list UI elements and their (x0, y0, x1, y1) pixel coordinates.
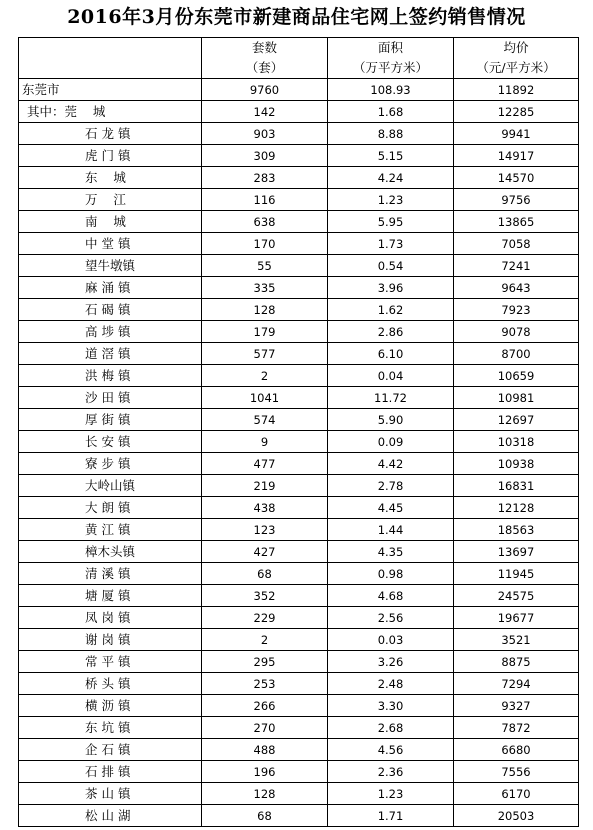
town-area: 4.35 (328, 541, 454, 563)
town-units: 477 (202, 453, 328, 475)
table-row (19, 431, 579, 453)
town-price: 7556 (454, 761, 579, 783)
town-price: 7294 (454, 673, 579, 695)
town-price: 9327 (454, 695, 579, 717)
town-price: 13865 (454, 211, 579, 233)
table-row (19, 673, 579, 695)
town-units: 123 (202, 519, 328, 541)
town-area: 1.23 (328, 783, 454, 805)
table-row (19, 255, 579, 277)
table-row (19, 739, 579, 761)
total-name: 东莞市 (19, 79, 202, 101)
town-name: 石 龙 镇 (19, 123, 202, 145)
table-row (19, 299, 579, 321)
page-title: 2016年3月份东莞市新建商品住宅网上签约销售情况 (67, 6, 526, 28)
town-name: 麻 涌 镇 (19, 277, 202, 299)
town-name: 望牛墩镇 (19, 255, 202, 277)
town-name: 高 埗 镇 (19, 321, 202, 343)
town-units: 253 (202, 673, 328, 695)
town-area: 8.88 (328, 123, 454, 145)
town-price: 14570 (454, 167, 579, 189)
town-price: 16831 (454, 475, 579, 497)
table-row (19, 167, 579, 189)
town-name: 厚 街 镇 (19, 409, 202, 431)
town-name: 企 石 镇 (19, 739, 202, 761)
table-row (19, 761, 579, 783)
table-row (19, 607, 579, 629)
header-area-unit: （万平方米） (352, 60, 428, 75)
town-area: 3.30 (328, 695, 454, 717)
table-row (19, 123, 579, 145)
header-name (19, 38, 202, 79)
table-row (19, 563, 579, 585)
town-price: 9756 (454, 189, 579, 211)
table-row (19, 585, 579, 607)
table-row (19, 497, 579, 519)
town-price: 9643 (454, 277, 579, 299)
town-name: 石 排 镇 (19, 761, 202, 783)
town-units: 1041 (202, 387, 328, 409)
town-price: 19677 (454, 607, 579, 629)
town-units: 2 (202, 629, 328, 651)
town-units: 68 (202, 805, 328, 827)
town-area: 2.78 (328, 475, 454, 497)
table-row (19, 783, 579, 805)
town-area: 5.15 (328, 145, 454, 167)
town-area: 4.68 (328, 585, 454, 607)
town-name: 长 安 镇 (19, 431, 202, 453)
table-row (19, 541, 579, 563)
header-units-label: 套数 (251, 40, 277, 55)
town-area: 3.96 (328, 277, 454, 299)
header-area (328, 38, 454, 79)
town-price: 12697 (454, 409, 579, 431)
header-units-unit: （套） (245, 60, 284, 75)
town-units: 270 (202, 717, 328, 739)
town-units: 577 (202, 343, 328, 365)
table-row (19, 343, 579, 365)
table-row (19, 409, 579, 431)
town-name: 中 堂 镇 (19, 233, 202, 255)
town-name: 黄 江 镇 (19, 519, 202, 541)
town-name: 南 城 (19, 211, 202, 233)
town-name: 寮 步 镇 (19, 453, 202, 475)
town-area: 1.62 (328, 299, 454, 321)
town-name: 大岭山镇 (19, 475, 202, 497)
table-row (19, 321, 579, 343)
town-name: 石 碣 镇 (19, 299, 202, 321)
first-town-area: 1.68 (328, 101, 454, 123)
first-town-row (19, 101, 579, 123)
town-units: 229 (202, 607, 328, 629)
town-price: 11945 (454, 563, 579, 585)
town-name: 沙 田 镇 (19, 387, 202, 409)
header-area-label: 面积 (377, 40, 403, 55)
town-price: 10318 (454, 431, 579, 453)
town-name: 清 溪 镇 (19, 563, 202, 585)
town-price: 12128 (454, 497, 579, 519)
sales-table (18, 37, 579, 827)
town-price: 13697 (454, 541, 579, 563)
town-name: 樟木头镇 (19, 541, 202, 563)
table-row (19, 717, 579, 739)
town-area: 6.10 (328, 343, 454, 365)
town-name: 道 滘 镇 (19, 343, 202, 365)
town-price: 10938 (454, 453, 579, 475)
town-price: 10659 (454, 365, 579, 387)
town-name: 大 朗 镇 (19, 497, 202, 519)
header-units (202, 38, 328, 79)
town-units: 219 (202, 475, 328, 497)
town-name: 松 山 湖 (19, 805, 202, 827)
town-units: 295 (202, 651, 328, 673)
table-row (19, 387, 579, 409)
town-units: 903 (202, 123, 328, 145)
table-row (19, 651, 579, 673)
first-town-price: 12285 (454, 101, 579, 123)
town-name: 万 江 (19, 189, 202, 211)
town-area: 2.48 (328, 673, 454, 695)
town-area: 5.90 (328, 409, 454, 431)
town-units: 488 (202, 739, 328, 761)
header-row (19, 38, 579, 79)
town-price: 6170 (454, 783, 579, 805)
town-name: 东 城 (19, 167, 202, 189)
town-price: 3521 (454, 629, 579, 651)
town-units: 196 (202, 761, 328, 783)
town-price: 6680 (454, 739, 579, 761)
town-area: 2.56 (328, 607, 454, 629)
table-row (19, 233, 579, 255)
town-units: 170 (202, 233, 328, 255)
town-price: 14917 (454, 145, 579, 167)
town-area: 1.73 (328, 233, 454, 255)
town-units: 438 (202, 497, 328, 519)
town-units: 55 (202, 255, 328, 277)
town-price: 9941 (454, 123, 579, 145)
header-price-label: 均价 (503, 40, 529, 55)
town-units: 128 (202, 299, 328, 321)
total-area: 108.93 (328, 79, 454, 101)
town-name: 塘 厦 镇 (19, 585, 202, 607)
town-area: 0.09 (328, 431, 454, 453)
total-row (19, 79, 579, 101)
town-price: 9078 (454, 321, 579, 343)
town-units: 638 (202, 211, 328, 233)
town-area: 1.44 (328, 519, 454, 541)
town-units: 68 (202, 563, 328, 585)
town-name: 虎 门 镇 (19, 145, 202, 167)
town-area: 2.36 (328, 761, 454, 783)
town-area: 3.26 (328, 651, 454, 673)
table-row (19, 519, 579, 541)
town-price: 7058 (454, 233, 579, 255)
town-units: 179 (202, 321, 328, 343)
town-units: 352 (202, 585, 328, 607)
town-price: 8700 (454, 343, 579, 365)
town-area: 11.72 (328, 387, 454, 409)
table-row (19, 189, 579, 211)
town-units: 9 (202, 431, 328, 453)
town-price: 10981 (454, 387, 579, 409)
town-name: 茶 山 镇 (19, 783, 202, 805)
town-price: 24575 (454, 585, 579, 607)
town-price: 7872 (454, 717, 579, 739)
town-units: 309 (202, 145, 328, 167)
town-name: 洪 梅 镇 (19, 365, 202, 387)
table-row (19, 453, 579, 475)
table-row (19, 695, 579, 717)
town-units: 335 (202, 277, 328, 299)
town-area: 2.86 (328, 321, 454, 343)
table-row (19, 211, 579, 233)
table-body (19, 79, 579, 827)
town-name: 谢 岗 镇 (19, 629, 202, 651)
town-units: 128 (202, 783, 328, 805)
town-units: 116 (202, 189, 328, 211)
town-name: 桥 头 镇 (19, 673, 202, 695)
total-price: 11892 (454, 79, 579, 101)
table-header (19, 38, 579, 79)
town-area: 0.98 (328, 563, 454, 585)
town-units: 283 (202, 167, 328, 189)
town-area: 4.45 (328, 497, 454, 519)
town-price: 20503 (454, 805, 579, 827)
town-price: 7923 (454, 299, 579, 321)
town-price: 7241 (454, 255, 579, 277)
town-name: 常 平 镇 (19, 651, 202, 673)
total-units: 9760 (202, 79, 328, 101)
town-units: 427 (202, 541, 328, 563)
town-units: 2 (202, 365, 328, 387)
town-name: 东 坑 镇 (19, 717, 202, 739)
town-area: 5.95 (328, 211, 454, 233)
town-area: 0.04 (328, 365, 454, 387)
table-row (19, 805, 579, 827)
town-area: 2.68 (328, 717, 454, 739)
town-area: 4.42 (328, 453, 454, 475)
town-units: 574 (202, 409, 328, 431)
town-price: 8875 (454, 651, 579, 673)
town-area: 1.71 (328, 805, 454, 827)
town-name: 横 沥 镇 (19, 695, 202, 717)
town-price: 18563 (454, 519, 579, 541)
town-area: 1.23 (328, 189, 454, 211)
table-row (19, 365, 579, 387)
town-name: 凤 岗 镇 (19, 607, 202, 629)
header-price (454, 38, 579, 79)
header-price-unit: （元/平方米） (476, 60, 556, 75)
table-row (19, 277, 579, 299)
table-row (19, 629, 579, 651)
first-town-name: 其中：莞 城 (19, 101, 202, 123)
town-area: 4.56 (328, 739, 454, 761)
town-area: 0.54 (328, 255, 454, 277)
town-area: 0.03 (328, 629, 454, 651)
town-area: 4.24 (328, 167, 454, 189)
town-units: 266 (202, 695, 328, 717)
first-town-units: 142 (202, 101, 328, 123)
table-row (19, 475, 579, 497)
table-row (19, 145, 579, 167)
